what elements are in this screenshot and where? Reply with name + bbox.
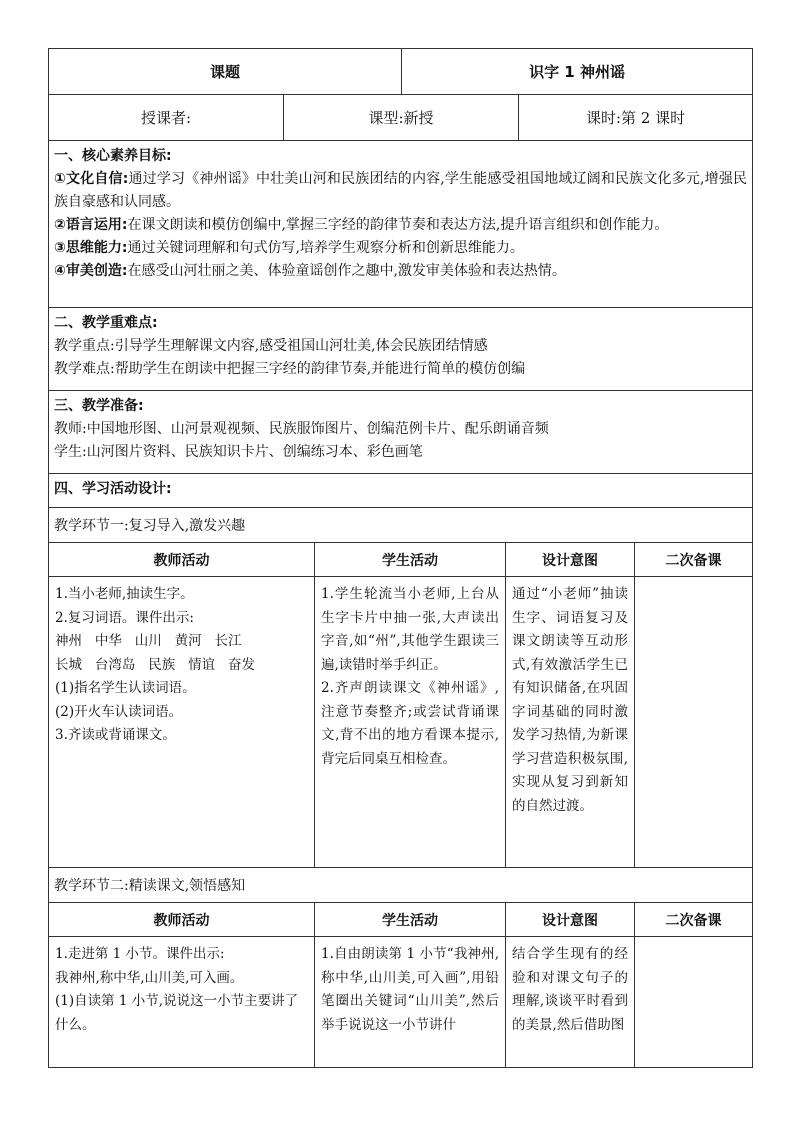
section-goals-title: 一、核心素养目标: (54, 148, 172, 164)
stage1-table (48, 507, 753, 1068)
meta-row (49, 95, 753, 141)
stage1-intent-cell (506, 577, 635, 868)
stage1-header-row (49, 543, 753, 577)
teacher-line: (1)指名学生认读词语。 (55, 680, 196, 696)
section-goals (49, 141, 753, 308)
goal-item (54, 214, 747, 237)
intent-text: 结合学生现有的经验和对课文句子的理解,谈谈平时看到的美景,然后借助图 (512, 946, 628, 1033)
stage2-second-cell (635, 937, 753, 1068)
stage2-title-row (49, 868, 753, 903)
lesson-type: 课型:新授 (284, 95, 519, 141)
goal-label: ③思维能力: (54, 240, 128, 256)
topic-value: 识字 1 神州谣 (402, 49, 753, 95)
stage2-header-row (49, 903, 753, 937)
col-teacher: 教师活动 (49, 543, 315, 577)
teacher-label: 授课者: (49, 95, 284, 141)
goal-text: 通过学习《神州谣》中壮美山河和民族团结的内容,学生能感受祖国地域辽阔和民族文化多元,增强民族自豪感和认同感。 (54, 171, 748, 210)
section-prep-title: 三、教学准备: (54, 398, 144, 414)
goal-text: 在课文朗读和模仿创编中,掌握三字经的韵律节奏和表达方法,提升语言组织和创作能力。 (127, 217, 669, 233)
col-second: 二次备课 (635, 903, 753, 937)
intent-text: 通过“小老师”抽读生字、词语复习及课文朗读等互动形式,有效激活学生已有知识储备,在巩固字词基础的同时激发学习热情,为新课学习营造积极氛围,实现从复习到新知的自然过渡。 (512, 586, 628, 814)
lesson-plan-table (48, 48, 753, 508)
goal-text: 在感受山河壮丽之美、体验童谣创作之趣中,激发审美体验和表达热情。 (127, 263, 566, 279)
stage1-teacher-cell (49, 577, 315, 868)
goal-label: ①文化自信: (54, 171, 129, 187)
topic-label: 课题 (49, 49, 402, 95)
stage2-content-row (49, 937, 753, 1068)
teacher-line: 3.齐读或背诵课文。 (55, 727, 176, 743)
stage1-content-row (49, 577, 753, 868)
topic-row (49, 49, 753, 95)
student-text: 1.学生轮流当小老师,上台从生字卡片中抽一张,大声读出字音,如“州”,其他学生跟读三遍,读错时举手纠正。 2.齐声朗读课文《神州谣》,注意节奏整齐;或尝试背诵课文,背不出的地方看课本提示,背完后同桌互相检查。 (321, 586, 499, 767)
goal-item (54, 168, 747, 214)
teacher-line: 2.复习词语。课件出示: (55, 609, 194, 626)
focus-line: 教学难点:帮助学生在朗读中把握三字经的韵律节奏,并能进行简单的模仿创编 (54, 361, 526, 377)
goal-item (54, 237, 747, 260)
stage1-student-cell (315, 577, 506, 868)
col-intent: 设计意图 (506, 903, 635, 937)
teacher-line: 神州 中华 山川 黄河 长江 (55, 633, 242, 649)
col-teacher: 教师活动 (49, 903, 315, 937)
col-second: 二次备课 (635, 543, 753, 577)
goal-item (54, 260, 747, 283)
prep-line: 教师:中国地形图、山河景观视频、民族服饰图片、创编范例卡片、配乐朗诵音频 (54, 421, 549, 437)
goal-label: ②语言运用: (54, 217, 128, 233)
col-intent: 设计意图 (506, 543, 635, 577)
stage1-title-row (49, 508, 753, 543)
teacher-line: 我神州,称中华,山川美,可入画。 (55, 969, 244, 986)
stage2-title: 教学环节二:精读课文,领悟感知 (49, 868, 753, 903)
col-student: 学生活动 (315, 903, 506, 937)
goal-label: ④审美创造: (54, 263, 128, 279)
section-focus (49, 308, 753, 391)
section-activities (49, 474, 753, 508)
stage2-teacher-cell (49, 937, 315, 1068)
section-focus-title: 二、教学重难点: (54, 315, 158, 331)
teacher-line: 1.走进第 1 小节。课件出示: (55, 946, 225, 962)
stage1-title: 教学环节一:复习导入,激发兴趣 (49, 508, 753, 543)
focus-line: 教学重点:引导学生理解课文内容,感受祖国山河壮美,体会民族团结情感 (54, 338, 488, 354)
lesson-plan (48, 48, 752, 1068)
teacher-line: (1)自读第 1 小节,说说这一小节主要讲了什么。 (55, 993, 299, 1033)
section-activities-title: 四、学习活动设计: (54, 481, 172, 497)
lesson-period: 课时:第 2 课时 (519, 95, 753, 141)
student-text: 1.自由朗读第 1 小节“我神州,称中华,山川美,可入画”,用铅笔圈出关键词“山川美”,然后举手说说这一小节讲什 (321, 946, 499, 1033)
section-prep (49, 391, 753, 474)
stage2-student-cell (315, 937, 506, 1068)
goal-text: 通过关键词理解和句式仿写,培养学生观察分析和创新思维能力。 (127, 240, 524, 256)
prep-line: 学生:山河图片资料、民族知识卡片、创编练习本、彩色画笔 (54, 444, 423, 460)
col-student: 学生活动 (315, 543, 506, 577)
stage2-intent-cell (506, 937, 635, 1068)
teacher-line: 长城 台湾岛 民族 情谊 奋发 (55, 656, 255, 673)
teacher-line: (2)开火车认读词语。 (55, 703, 183, 720)
teacher-line: 1.当小老师,抽读生字。 (55, 586, 194, 602)
stage1-second-cell (635, 577, 753, 868)
